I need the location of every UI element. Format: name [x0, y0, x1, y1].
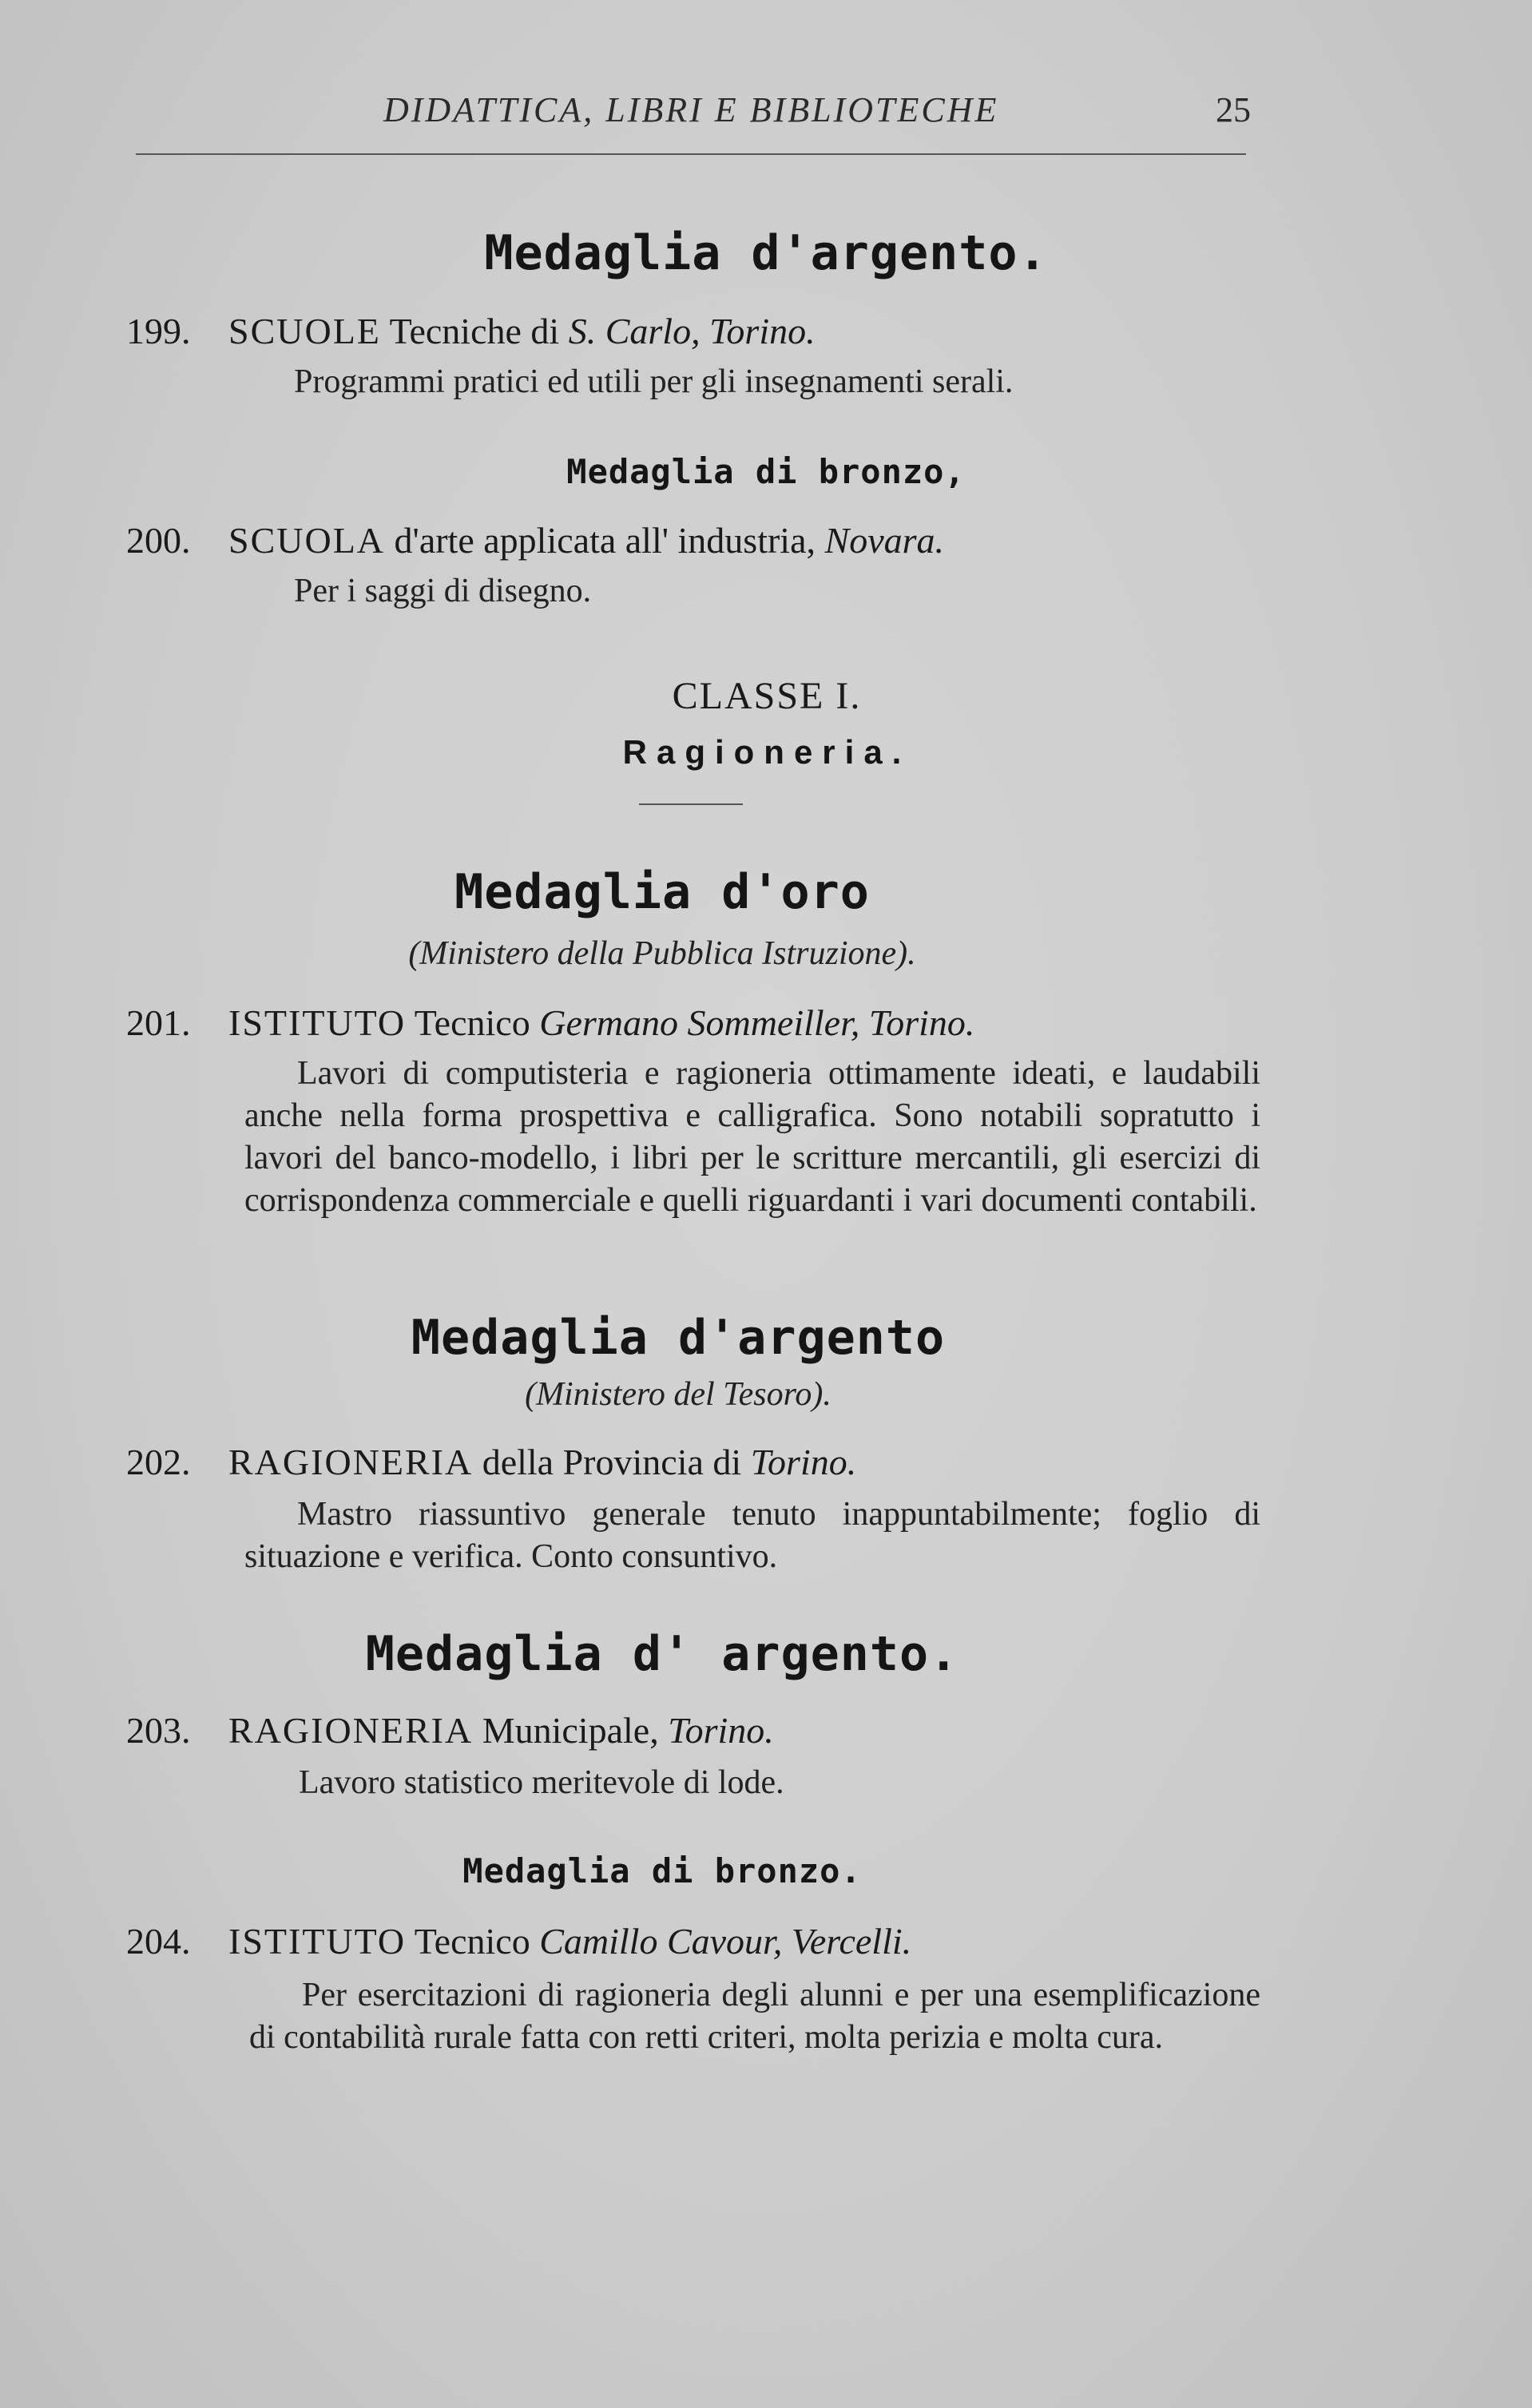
- page-number: 25: [1216, 90, 1251, 129]
- medal-heading: Medaglia d'argento: [411, 1310, 946, 1366]
- medal-heading: Medaglia di bronzo.: [462, 1851, 862, 1890]
- entry-description: Programmi pratici ed utili per gli insegnamenti serali.: [294, 363, 1014, 400]
- entry-descriptor: Municipale,: [482, 1710, 659, 1751]
- entry-institution: SCUOLA: [228, 520, 386, 561]
- medal-heading: Medaglia d' argento.: [365, 1626, 959, 1682]
- entry-number: 200.: [126, 520, 191, 561]
- class-subtitle: Ragioneria.: [622, 733, 911, 771]
- entry-description: Mastro riassuntivo generale tenuto inappuntabilmente; foglio di situazione e verifica. Conto consuntivo.: [244, 1496, 1260, 1575]
- entry-number: 201.: [126, 1002, 191, 1043]
- entry-description: Per i saggi di disegno.: [294, 573, 592, 609]
- entry-place: Camillo Cavour, Vercelli.: [539, 1921, 912, 1962]
- entry-place: Germano Sommeiller, Torino.: [539, 1002, 975, 1043]
- medal-heading: Medaglia d'oro: [454, 864, 870, 920]
- entry-descriptor: della Provincia di: [482, 1442, 742, 1482]
- entry-institution: RAGIONERIA: [228, 1710, 474, 1751]
- entry-institution: ISTITUTO: [228, 1002, 407, 1043]
- class-rule: [639, 803, 743, 805]
- running-title: DIDATTICA, LIBRI E BIBLIOTECHE: [383, 90, 999, 129]
- entry-number: 199.: [126, 311, 191, 351]
- header-rule: [136, 153, 1246, 155]
- entry-heading: [126, 1709, 774, 1751]
- entry-descriptor: d'arte applicata all' industria,: [394, 520, 816, 561]
- entry-heading: [126, 1441, 856, 1483]
- entry-description: Per esercitazioni di ragioneria degli alunni e per una esemplificazione di contabilità rurale fatta con retti criteri, molta perizia e molta cura.: [249, 1977, 1260, 2056]
- entry-heading: [126, 310, 816, 352]
- entry-place: Torino.: [750, 1442, 857, 1482]
- entry-institution: SCUOLE: [228, 311, 381, 351]
- class-title: CLASSE I.: [672, 675, 862, 717]
- medal-heading: Medaglia di bronzo,: [566, 452, 966, 491]
- medal-note: (Ministero della Pubblica Istruzione).: [408, 935, 916, 972]
- entry-place: Torino.: [668, 1710, 774, 1751]
- medal-heading: Medaglia d'argento.: [484, 225, 1048, 281]
- medal-note: (Ministero del Tesoro).: [525, 1376, 831, 1413]
- entry-heading: [126, 1920, 911, 1962]
- entry-descriptor: Tecniche di: [389, 311, 560, 351]
- entry-place: S. Carlo, Torino.: [568, 311, 816, 351]
- entry-heading: [126, 519, 944, 561]
- entry-number: 202.: [126, 1442, 191, 1482]
- entry-number: 204.: [126, 1921, 191, 1962]
- entry-institution: ISTITUTO: [228, 1921, 407, 1962]
- entry-number: 203.: [126, 1710, 191, 1751]
- entry-heading: [126, 1002, 974, 1044]
- entry-description: Lavoro statistico meritevole di lode.: [299, 1764, 784, 1801]
- entry-descriptor: Tecnico: [414, 1002, 530, 1043]
- entry-place: Novara.: [824, 520, 945, 561]
- entry-descriptor: Tecnico: [414, 1921, 530, 1962]
- entry-description: Lavori di computisteria e ragioneria ottimamente ideati, e laudabili anche nella forma prospettiva e calligrafica. Sono notabili sopratutto i lavori del banco-modello, i libri per le scritture mercantili, gli esercizi di corrispondenza commerciale e quelli riguardanti i vari documenti contabili.: [244, 1055, 1260, 1219]
- entry-institution: RAGIONERIA: [228, 1442, 474, 1482]
